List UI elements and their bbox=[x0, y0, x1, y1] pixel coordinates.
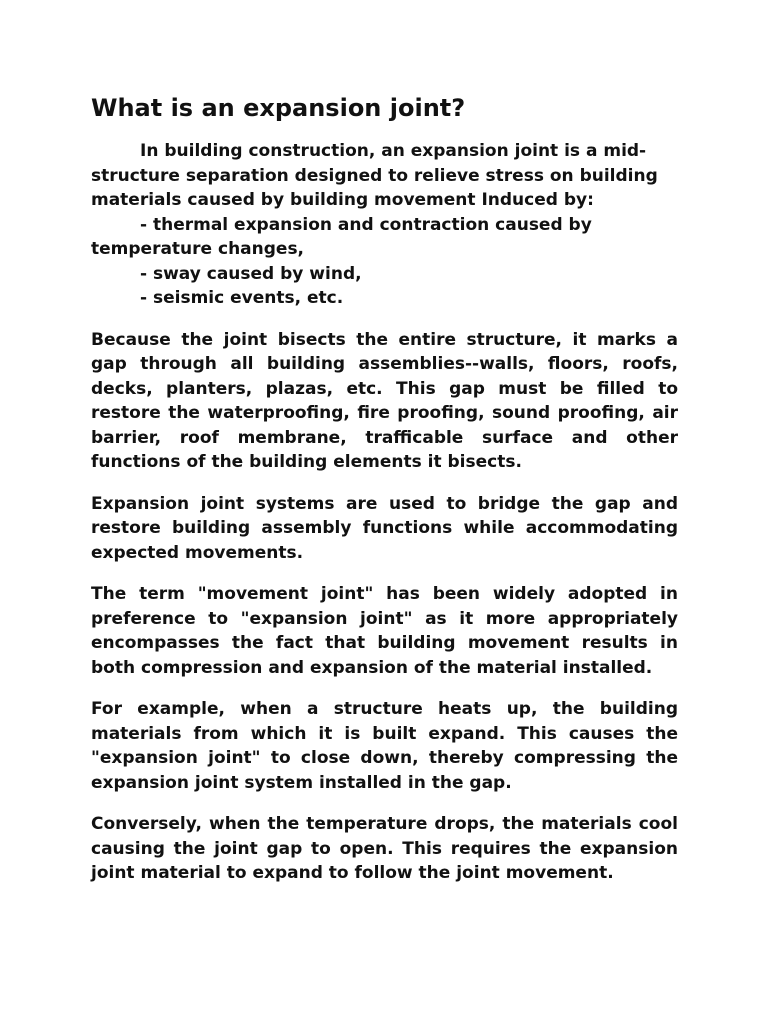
paragraph-heat-example: For example, when a structure heats up, the building materials from which it is built expand. This causes the "expansion joint" to close down, thereby compressing the expansion joint system installed in the gap. bbox=[91, 699, 678, 793]
paragraph-movement-joint: The term "movement joint" has been widely adopted in preference to "expansion joint" as it more appropriately encompasses the fact that building movement results in both compression and expansion of the material installed. bbox=[91, 584, 678, 678]
paragraph-temperature-drop: Conversely, when the temperature drops, the materials cool causing the joint gap to open. This requires the expansion joint material to expand to follow the joint movement. bbox=[91, 814, 678, 883]
cause-item-seismic: - seismic events, etc. bbox=[140, 288, 344, 308]
intro-text: In building construction, an expansion joint is a mid-structure separation designed to relieve stress on building materials caused by building movement Induced by: bbox=[91, 141, 658, 210]
paragraph-expansion-systems: Expansion joint systems are used to bridge the gap and restore building assembly functions while accommodating expected movements. bbox=[91, 493, 678, 563]
page-title: What is an expansion joint? bbox=[91, 94, 466, 122]
paragraph-bisects-structure: Because the joint bisects the entire structure, it marks a gap through all building assemblies--walls, floors, roofs, decks, planters, plazas, etc. This gap must be filled to restore the waterproofing, fire proofing, sound proofing, air barrier, roof membrane, trafficable surface and other functions of the building elements it bisects. bbox=[91, 329, 678, 472]
document-page bbox=[91, 93, 678, 886]
cause-item-thermal: - thermal expansion and contraction caused by temperature changes, bbox=[91, 214, 592, 259]
intro-paragraph bbox=[91, 139, 678, 311]
cause-item-wind: - sway caused by wind, bbox=[140, 263, 362, 284]
